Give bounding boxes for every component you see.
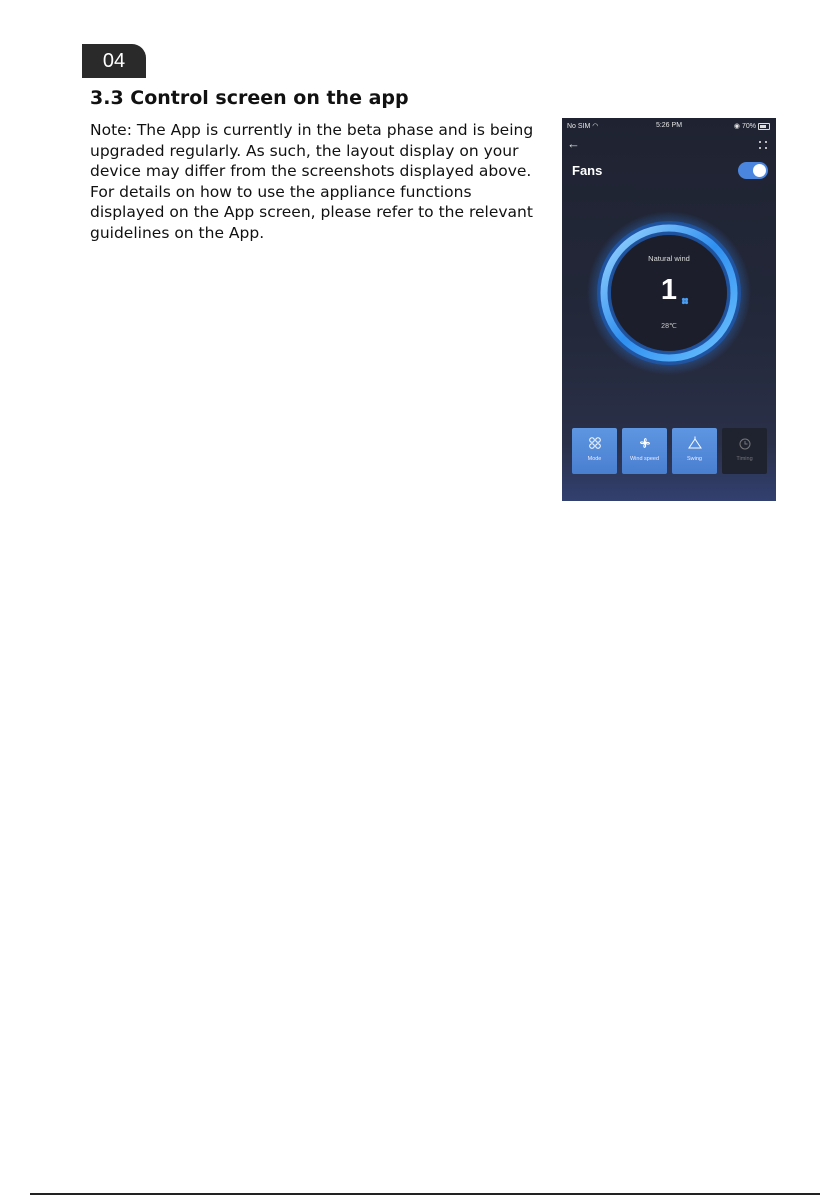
timer-icon <box>738 436 752 450</box>
page-bottom-rule <box>30 1193 820 1195</box>
wind-speed-button[interactable] <box>622 428 667 474</box>
grid-icon <box>588 436 602 450</box>
carrier-label: No SIM ◠ <box>567 123 599 130</box>
wind-speed-button-label: Wind speed <box>629 456 660 462</box>
lock-rotation-icon: ◉ <box>733 123 740 130</box>
mode-button-label: Mode <box>587 456 602 462</box>
fan-icon <box>638 436 652 450</box>
back-arrow-icon[interactable]: ← <box>567 136 580 151</box>
status-time: 5:26 PM <box>655 122 683 129</box>
swing-icon <box>688 436 702 450</box>
page-number-badge: 04 <box>82 44 146 78</box>
swing-button-label: Swing <box>687 456 702 462</box>
fan-small-icon <box>681 297 689 305</box>
section-heading: 3.3 Control screen on the app <box>90 87 409 109</box>
swing-button[interactable] <box>672 428 717 474</box>
wifi-icon: ◠ <box>592 123 599 130</box>
device-title: Fans <box>572 163 603 178</box>
speed-ring <box>562 118 776 418</box>
app-screenshot <box>562 118 776 501</box>
speed-value: 1 <box>660 274 678 306</box>
timing-button[interactable] <box>722 428 767 474</box>
mode-button[interactable] <box>572 428 617 474</box>
timing-button-label: Timing <box>736 456 753 462</box>
mode-label: Natural wind <box>648 254 690 263</box>
temperature-readout: 28℃ <box>661 323 677 330</box>
note-paragraph: Note: The App is currently in the beta phase and is being upgraded regularly. As such, the layout display on your device may differ from the screenshots displayed above. For details on how to use the appliance functions displayed on the App screen, please refer to the relevant guidelines on the App. <box>90 121 534 242</box>
battery-percent: 70% <box>741 122 756 130</box>
